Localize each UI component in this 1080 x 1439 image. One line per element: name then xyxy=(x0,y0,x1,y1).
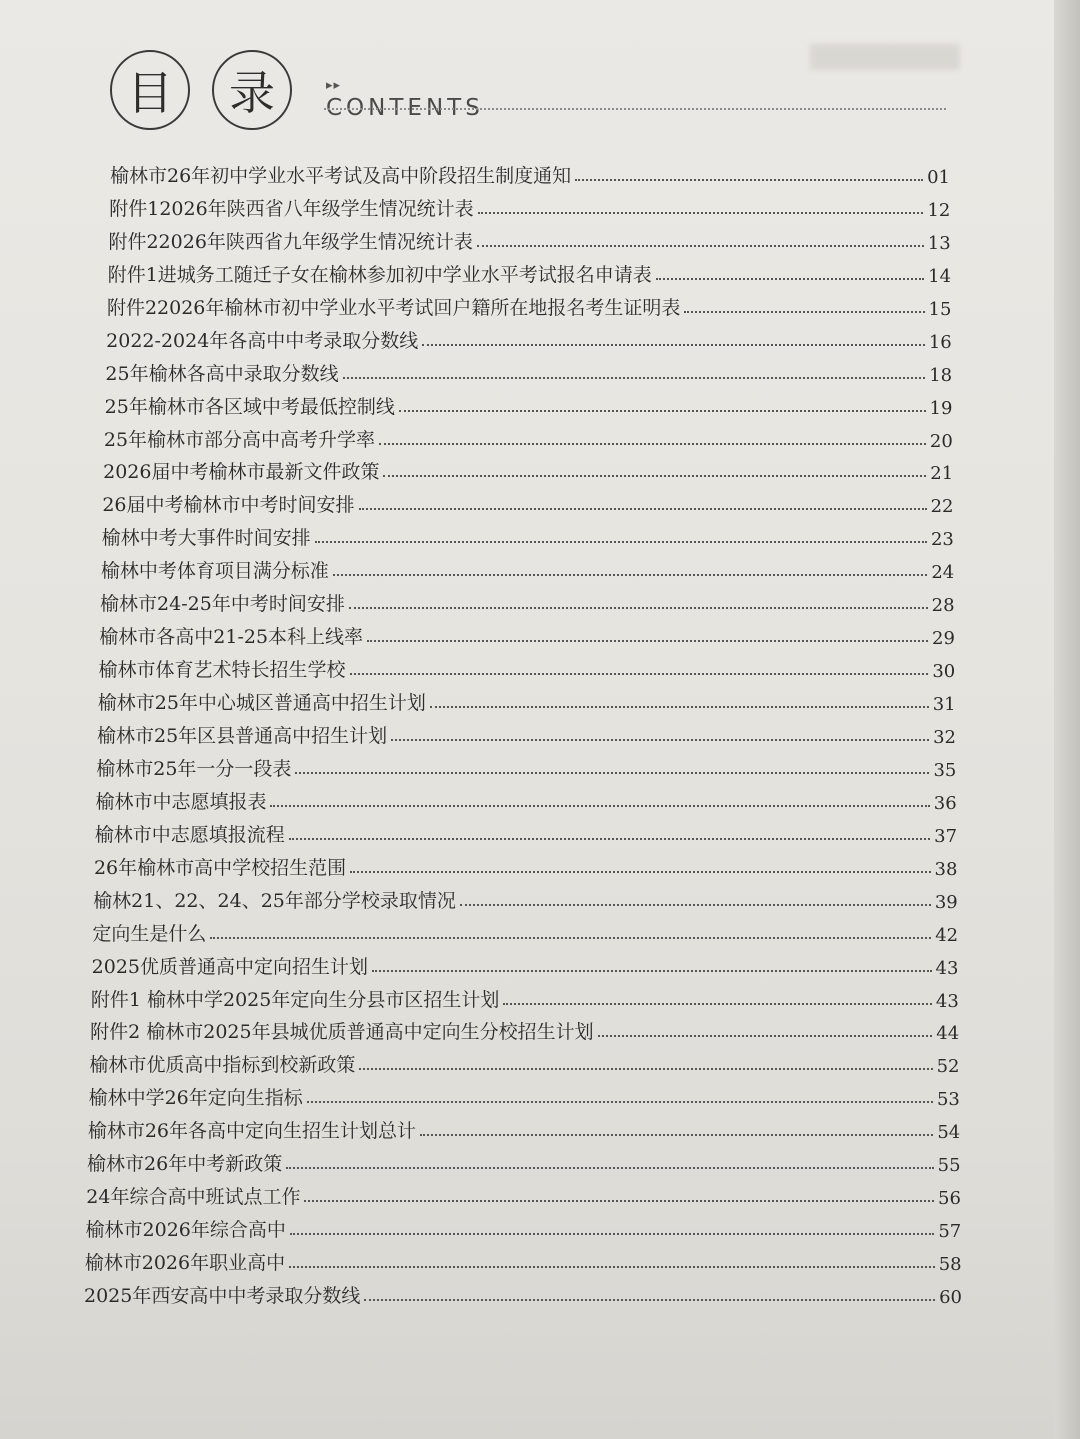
toc-page-number: 56 xyxy=(938,1188,961,1210)
toc-entry-title: 榆林市优质高中指标到校新政策 xyxy=(89,1054,356,1077)
toc-entry xyxy=(92,916,958,946)
contents-word: CONTENTS xyxy=(326,95,484,121)
toc-dot-leader xyxy=(349,607,928,609)
toc-entry xyxy=(96,751,956,781)
toc-dot-leader xyxy=(372,970,932,972)
toc-entry-title: 附件2 榆林市2025年县城优质普通高中定向生分校招生计划 xyxy=(90,1021,594,1044)
toc-entry xyxy=(99,652,956,682)
toc-dot-leader xyxy=(210,937,931,939)
toc-entry xyxy=(107,290,951,320)
toc-page-number: 39 xyxy=(934,891,958,913)
toc-entry-title: 榆林市25年中心城区普通高中招生计划 xyxy=(97,692,426,715)
toc-entry xyxy=(97,718,956,748)
toc-dot-leader xyxy=(350,871,930,873)
toc-page-number: 01 xyxy=(927,167,950,188)
toc-entry xyxy=(86,1212,962,1242)
toc-page-number: 24 xyxy=(931,562,955,584)
toc-entry xyxy=(93,883,958,913)
toc-page-number: 57 xyxy=(938,1221,962,1243)
toc-dot-leader xyxy=(295,772,929,774)
toc-dot-leader xyxy=(684,311,924,313)
toc-entry-title: 榆林市2026年综合高中 xyxy=(85,1219,286,1242)
toc-dot-leader xyxy=(460,904,931,906)
toc-entry xyxy=(104,422,953,452)
toc-entry-title: 附件22026年榆林市初中学业水平考试回户籍所在地报名考生证明表 xyxy=(106,296,681,319)
toc-page-number: 21 xyxy=(930,463,954,485)
toc-dot-leader xyxy=(478,212,924,214)
toc-page-number: 19 xyxy=(929,397,953,419)
toc-entry-title: 榆林市26年各高中定向生招生计划总计 xyxy=(87,1120,416,1143)
toc-page-number: 30 xyxy=(932,661,956,683)
toc-entry xyxy=(95,784,956,814)
toc-page-number: 32 xyxy=(933,727,956,748)
toc-page-number: 13 xyxy=(927,232,951,254)
toc-dot-leader xyxy=(286,1167,933,1169)
toc-entry-title: 榆林市25年一分一段表 xyxy=(96,757,292,780)
toc-entry xyxy=(108,257,951,287)
toc-page-number: 23 xyxy=(930,529,954,551)
toc-entry-title: 榆林市26年中考新政策 xyxy=(87,1153,283,1176)
toc-dot-leader xyxy=(379,443,926,445)
toc-entry xyxy=(87,1146,961,1176)
toc-dot-leader xyxy=(359,508,927,510)
toc-entry-title: 25年榆林市部分高中高考升学率 xyxy=(103,428,376,451)
toc-dot-leader xyxy=(270,805,929,807)
toc-entry xyxy=(101,553,954,583)
toc-entry xyxy=(91,982,959,1012)
toc-page-number: 20 xyxy=(929,430,953,452)
toc-entry-title: 榆林中学26年定向生指标 xyxy=(88,1087,303,1110)
toc-entry xyxy=(110,158,950,188)
toc-entry-title: 24年综合高中班试点工作 xyxy=(86,1186,301,1209)
toc-dot-leader xyxy=(383,475,926,477)
toc-entry xyxy=(109,191,950,221)
toc-page-number: 43 xyxy=(935,957,959,979)
toc-page-number: 16 xyxy=(928,331,952,353)
toc-entry xyxy=(102,487,953,517)
toc-entry xyxy=(88,1113,960,1143)
toc-dot-leader xyxy=(289,838,930,840)
toc-dot-leader xyxy=(503,1003,932,1005)
toc-entry xyxy=(98,685,956,715)
toc-dot-leader xyxy=(343,377,926,379)
toc-entry-title: 榆林市24-25年中考时间安排 xyxy=(100,593,345,616)
toc-entry xyxy=(84,1278,962,1308)
toc-dot-leader xyxy=(364,1299,935,1301)
toc-page-number: 28 xyxy=(931,595,955,617)
toc-dot-leader xyxy=(315,541,927,543)
toc-entry-title: 附件1 榆林中学2025年定向生分县市区招生计划 xyxy=(90,988,500,1011)
toc-dot-leader xyxy=(333,574,927,576)
toc-entry xyxy=(105,356,952,386)
toc-page-number: 37 xyxy=(934,825,958,847)
toc-page-number: 14 xyxy=(928,265,952,287)
toc-entry-title: 2025年西安高中中考录取分数线 xyxy=(84,1285,361,1307)
toc-entry-title: 榆林市体育艺术特长招生学校 xyxy=(98,659,346,682)
toc-entry xyxy=(99,619,955,649)
toc-page-number: 42 xyxy=(935,924,959,946)
toc-entry xyxy=(106,323,952,353)
toc-entry-title: 26届中考榆林市中考时间安排 xyxy=(102,494,355,517)
toc-page-number: 22 xyxy=(930,496,954,518)
toc-entry-title: 榆林21、22、24、25年部分学校录取情况 xyxy=(93,889,456,912)
toc-entry-title: 25年榆林各高中录取分数线 xyxy=(105,362,339,385)
toc-entry-title: 榆林市26年初中学业水平考试及高中阶段招生制度通知 xyxy=(110,165,572,187)
toc-entry xyxy=(95,817,957,847)
toc-entry xyxy=(89,1080,960,1110)
toc-page-number: 60 xyxy=(939,1287,962,1308)
toc-dot-leader xyxy=(575,179,923,181)
toc-page-number: 35 xyxy=(933,759,957,781)
toc-page-number: 18 xyxy=(929,364,953,386)
toc-page-number: 31 xyxy=(932,694,956,716)
toc-entry-title: 2026届中考榆林市最新文件政策 xyxy=(103,461,380,484)
toc-entry-title: 附件12026年陕西省八年级学生情况统计表 xyxy=(109,197,474,220)
toc-entry-title: 榆林市各高中21-25本科上线率 xyxy=(99,626,364,649)
title-char-circle-2: 录 xyxy=(212,50,292,130)
toc-dot-leader xyxy=(420,1134,933,1136)
toc-dot-leader xyxy=(367,640,928,642)
toc-dot-leader xyxy=(307,1101,933,1103)
toc-dot-leader xyxy=(359,1068,932,1070)
toc-page-number: 43 xyxy=(935,990,959,1012)
toc-page-number: 12 xyxy=(927,199,951,221)
toc-dot-leader xyxy=(422,344,925,346)
toc-entry xyxy=(105,389,953,419)
toc-dot-leader xyxy=(391,739,929,741)
toc-entry xyxy=(103,454,953,484)
toc-page-number: 54 xyxy=(937,1122,961,1144)
toc-dot-leader xyxy=(477,245,924,247)
toc-entry-title: 榆林市2026年职业高中 xyxy=(84,1252,286,1275)
double-arrow-icon: ▸▸ xyxy=(326,78,342,93)
toc-entry xyxy=(89,1047,959,1077)
toc-page-number: 55 xyxy=(937,1155,961,1177)
toc-page-number: 58 xyxy=(938,1254,962,1276)
toc-entry-title: 榆林市25年区县普通高中招生计划 xyxy=(97,725,388,747)
toc-dot-leader xyxy=(350,673,929,675)
toc-entry xyxy=(92,949,959,979)
toc-entry-title: 2025优质普通高中定向招生计划 xyxy=(91,955,368,978)
title-char-circle-1: 目 xyxy=(110,50,190,130)
toc-entry-title: 榆林中考大事件时间安排 xyxy=(101,527,311,550)
toc-entry xyxy=(94,850,957,880)
toc-dot-leader xyxy=(399,410,926,412)
toc-entry xyxy=(102,520,954,550)
toc-page-number: 29 xyxy=(932,628,955,650)
toc-entry xyxy=(85,1245,962,1275)
toc-entry-title: 定向生是什么 xyxy=(92,922,207,945)
toc-entry-title: 榆林中考体育项目满分标准 xyxy=(100,560,329,583)
toc-entry-title: 榆林市中志愿填报表 xyxy=(95,790,267,813)
toc-entry-title: 2022-2024年各高中中考录取分数线 xyxy=(106,329,419,352)
toc-entry xyxy=(86,1179,961,1209)
toc-entry-title: 榆林市中志愿填报流程 xyxy=(94,823,285,846)
toc-dot-leader xyxy=(304,1200,934,1202)
toc-page-number: 44 xyxy=(936,1023,960,1045)
toc-page-number: 52 xyxy=(936,1056,960,1078)
toc-dot-leader xyxy=(656,278,924,280)
toc-entry-title: 26年榆林市高中学校招生范围 xyxy=(93,856,347,879)
toc-entry xyxy=(108,224,950,254)
toc-entry xyxy=(90,1014,959,1044)
toc-dot-leader xyxy=(290,1233,934,1235)
toc-entry-title: 附件22026年陕西省九年级学生情况统计表 xyxy=(108,230,473,253)
toc-entry-title: 25年榆林市各区域中考最低控制线 xyxy=(104,395,395,418)
toc-page-number: 53 xyxy=(936,1089,960,1111)
toc-entry xyxy=(100,586,955,616)
toc-entry-title: 附件1进城务工随迁子女在榆林参加初中学业水平考试报名申请表 xyxy=(107,263,652,286)
toc-dot-leader xyxy=(289,1266,935,1268)
toc-page-number: 38 xyxy=(934,858,958,880)
toc-page-number: 36 xyxy=(933,792,957,814)
toc-page-number: 15 xyxy=(928,298,952,320)
toc-dot-leader xyxy=(430,706,929,708)
toc-dot-leader xyxy=(598,1035,933,1037)
